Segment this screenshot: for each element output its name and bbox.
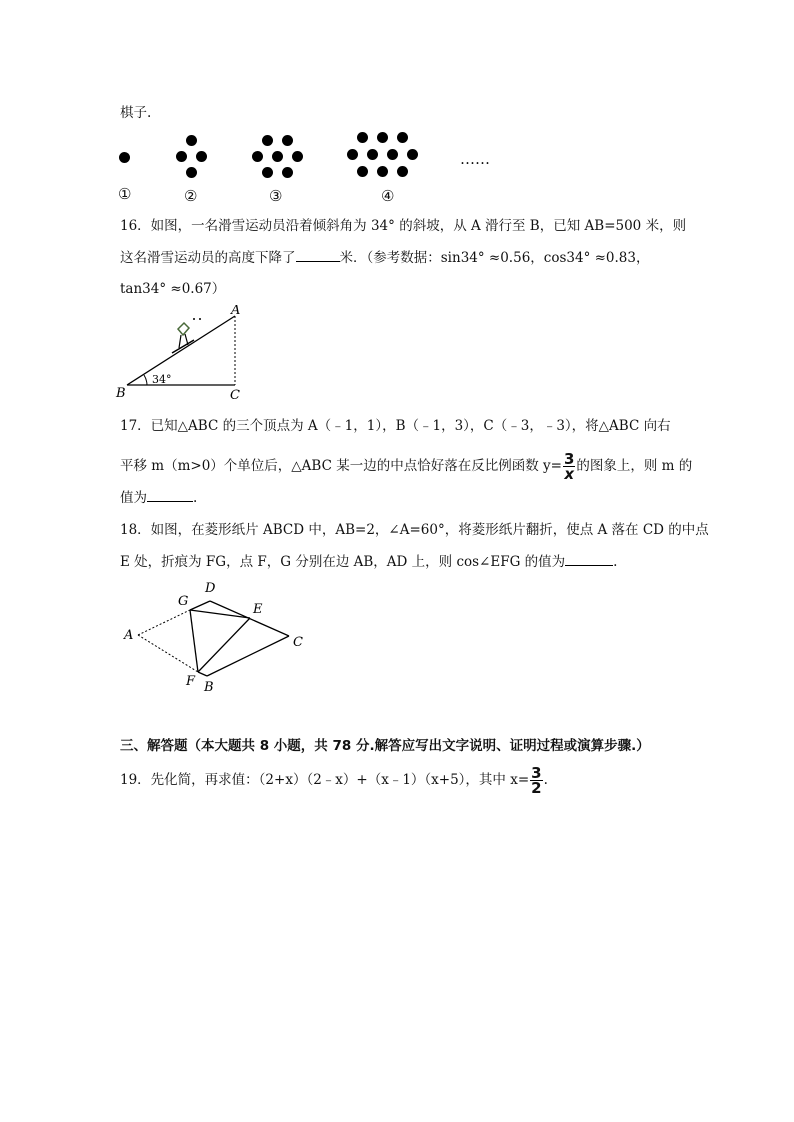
label-D: D — [205, 581, 216, 596]
dot — [272, 151, 283, 162]
q17-line2-text-b: 的图象上，则 m 的 — [576, 458, 693, 474]
text-line-top: 棋子. — [120, 105, 152, 121]
q18-rhombus-diagram — [110, 575, 320, 700]
q19-text: 19．先化简，再求值：（2+x）（2﹣x）+（x﹣1）（x+5），其中 x= — [120, 772, 530, 788]
dot — [377, 132, 388, 143]
q18-line2 — [120, 552, 617, 572]
q18-line2-period: . — [613, 554, 618, 570]
section-heading: 三、解答题（本大题共 8 小题，共 78 分.解答应写出文字说明、证明过程或演算步骤.） — [120, 738, 650, 754]
q16-line2-text: 这名滑雪运动员的高度下降了 — [120, 250, 296, 266]
label-C: C — [230, 388, 240, 400]
dot — [282, 135, 293, 146]
dot — [119, 152, 130, 163]
label-A: A — [124, 628, 134, 643]
label-C: C — [293, 635, 303, 650]
dot — [176, 151, 187, 162]
dot — [377, 166, 388, 177]
q16-slope-diagram — [110, 305, 260, 400]
pattern-ellipsis: …… — [460, 150, 490, 168]
dot — [407, 149, 418, 160]
dot — [186, 167, 197, 178]
label-B: B — [204, 680, 214, 695]
answer-blank — [296, 249, 340, 262]
dot — [347, 149, 358, 160]
answer-blank — [565, 553, 613, 566]
q16-line3: tan34° ≈0.67） — [120, 281, 226, 297]
q19-period: . — [543, 772, 548, 788]
angle-label: 34° — [152, 373, 172, 386]
q17-line2-text: 平移 m（m>0）个单位后，△ABC 某一边的中点恰好落在反比例函数 y= — [120, 458, 562, 474]
label-A: A — [231, 305, 241, 318]
pattern-label-1: ① — [118, 185, 132, 203]
answer-blank — [147, 489, 193, 502]
dot — [186, 135, 197, 146]
dot — [397, 132, 408, 143]
q16-line2 — [120, 248, 650, 268]
q17-line3-text: 值为 — [120, 490, 147, 506]
label-B: B — [116, 386, 126, 400]
dot — [367, 149, 378, 160]
dot — [357, 132, 368, 143]
dot — [262, 167, 273, 178]
q16-line1: 16．如图，一名滑雪运动员沿着倾斜角为 34° 的斜坡，从 A 滑行至 B，已知 AB=500 米，则 — [120, 218, 687, 234]
q18-line1: 18．如图，在菱形纸片 ABCD 中，AB=2，∠A=60°，将菱形纸片翻折，使点 A 落在 CD 的中点 — [120, 522, 709, 538]
q18-line2-text: E 处，折痕为 FG，点 F，G 分别在边 AB，AD 上，则 cos∠EFG 的值为 — [120, 554, 566, 570]
label-G: G — [178, 594, 189, 609]
q17-line3-period: . — [193, 490, 198, 506]
dot — [397, 166, 408, 177]
dot — [282, 167, 293, 178]
pattern-label-2: ② — [184, 187, 198, 205]
dot — [252, 151, 263, 162]
label-E: E — [253, 602, 263, 617]
fold-line — [190, 610, 198, 672]
q16-line2-text-b: 米．（参考数据：sin34° ≈0.56，cos34° ≈0.83， — [339, 250, 650, 266]
dot — [262, 135, 273, 146]
dot — [292, 151, 303, 162]
pattern-label-3: ③ — [269, 187, 283, 205]
pattern-label-4: ④ — [381, 187, 395, 205]
fraction-3-over-2: $\frac{3}{2}$ — [531, 764, 542, 797]
q17-line3 — [120, 488, 197, 508]
fraction-3-over-x: $\frac{3}{x}$ — [563, 450, 575, 483]
dot — [196, 151, 207, 162]
q17-line1: 17．已知△ABC 的三个顶点为 A（﹣1，1），B（﹣1，3），C（﹣3，﹣3），将△ABC 向右 — [120, 418, 671, 434]
label-F: F — [186, 674, 196, 689]
q19-line — [120, 762, 548, 798]
angle-arc — [144, 375, 147, 385]
q17-line2 — [120, 448, 692, 484]
dot — [357, 166, 368, 177]
dot — [387, 149, 398, 160]
